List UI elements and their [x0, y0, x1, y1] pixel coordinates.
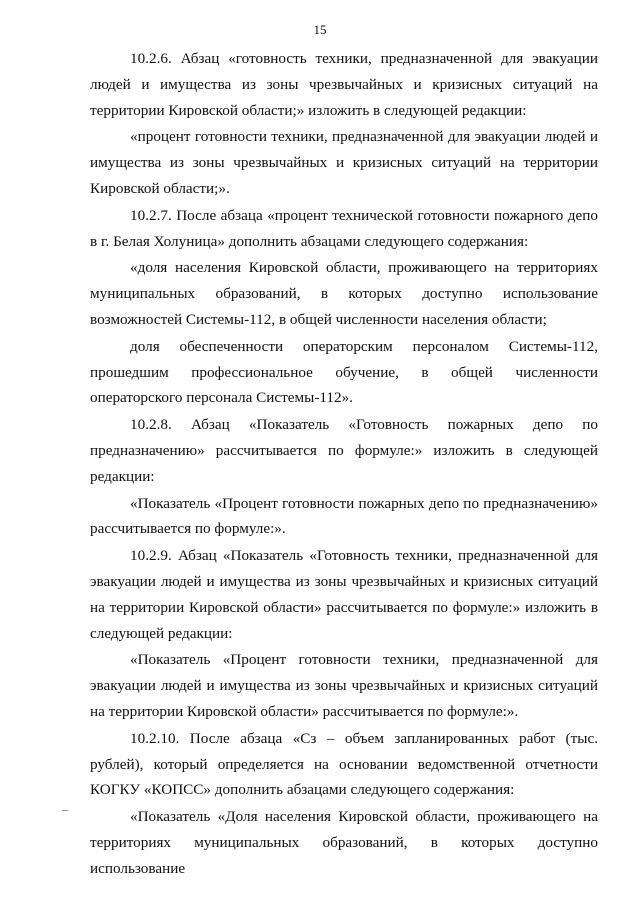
paragraph-10-2-9-new-text: «Показатель «Процент готовности техники, предназначенной для эвакуации людей и имущества из зоны чрезвычайных и кризисных ситуаций на территории Кировской области» рассчитывается по формуле:».: [90, 651, 598, 720]
paragraph-10-2-7-item-1: «доля населения Кировской области, проживающего на территориях муниципальных образований, в которых доступно использование возможностей Системы-112, в общей численности населения области;: [90, 259, 598, 328]
paragraph-10-2-8-new-text: «Показатель «Процент готовности пожарных депо по предназначению» рассчитывается по формуле:».: [90, 494, 598, 538]
page-number: 15: [313, 22, 327, 37]
paragraph-10-2-6: 10.2.6. Абзац «готовность техники, предназначенной для эвакуации людей и имущества из зоны чрезвычайных и кризисных ситуаций на территории Кировской области;» изложить в следующей редакции:: [90, 50, 598, 119]
paragraph-10-2-8: 10.2.8. Абзац «Показатель «Готовность пожарных депо по предназначению» рассчитывается по формуле:» изложить в следующей редакции:: [90, 416, 598, 485]
paragraph-10-2-6-new-text: «процент готовности техники, предназначенной для эвакуации людей и имущества из зоны чрезвычайных и кризисных ситуаций на территории Кировской области;».: [90, 128, 598, 197]
margin-mark: –: [62, 802, 68, 816]
document-body: [90, 46, 598, 882]
paragraph-10-2-7-item-2: доля обеспеченности операторским персоналом Системы-112, прошедшим профессиональное обучение, в общей численности операторского персонала Системы-112».: [90, 337, 598, 407]
paragraph-10-2-9: 10.2.9. Абзац «Показатель «Готовность техники, предназначенной для эвакуации людей и имущества из зоны чрезвычайных и кризисных ситуаций на территории Кировской области» рассчитывается по формуле:» изложить в следующей редакции:: [90, 547, 598, 642]
paragraph-10-2-10: 10.2.10. После абзаца «Сз – объем запланированных работ (тыс. рублей), который определяется на основании ведомственной отчетности КОГКУ «КОПСС» дополнить абзацами следующего содержания:: [90, 729, 598, 799]
paragraph-10-2-7: 10.2.7. После абзаца «процент технической готовности пожарного депо в г. Белая Холуница» дополнить абзацами следующего содержания:: [90, 206, 598, 250]
paragraph-10-2-10-item-1: «Показатель «Доля населения Кировской области, проживающего на территориях муниципальных образований, в которых доступно использование: [90, 808, 598, 877]
